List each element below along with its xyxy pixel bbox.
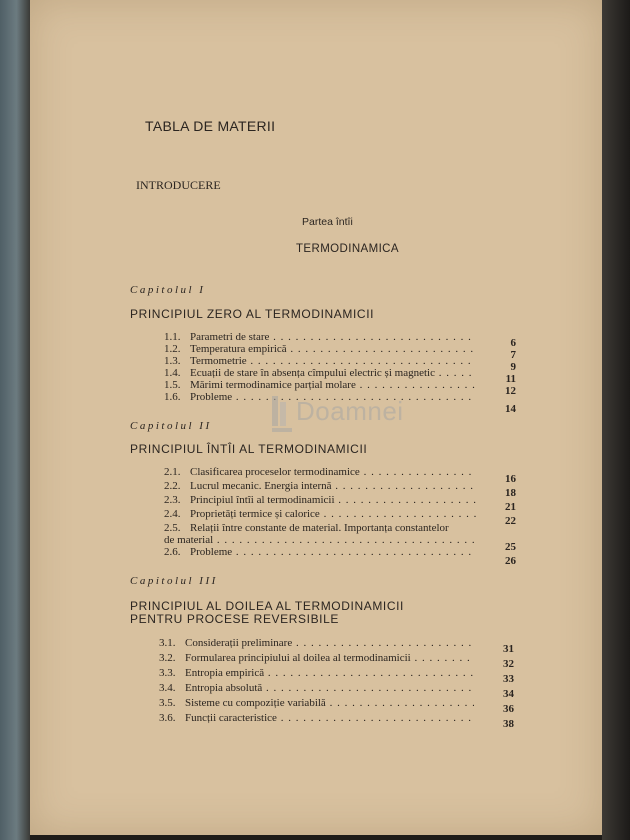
page-number: 31 [503,643,514,655]
entry-title: Mărimi termodinamice parțial molare [190,379,356,391]
toc-entry[interactable] [159,637,514,655]
book-page [30,0,602,835]
page-number: 16 [505,473,516,485]
entry-title: Entropia absolută [185,682,263,694]
entry-number: 2.6. [164,546,181,558]
page-number: 38 [503,718,514,730]
page-number: 33 [503,673,514,685]
toc-entry[interactable] [159,652,514,670]
entry-title: Entropia empirică [185,667,265,679]
background-edge [602,0,630,840]
entry-title: Parametri de stare [190,331,270,343]
page-number: 18 [505,487,516,499]
toc-entry[interactable] [159,712,514,730]
toc-entry[interactable] [164,546,516,567]
entry-title: Probleme [190,391,233,403]
entry-title: Principiul întîi al termodinamicii [190,494,335,506]
page-number: 21 [505,501,516,513]
entry-title: Probleme [190,546,233,558]
entry-number: 3.3. [159,667,176,679]
chapter-label: Capitolul II [130,420,212,432]
entry-title: Termometrie [190,355,247,367]
toc-title: TABLA DE MATERII [145,118,276,134]
entry-number: 1.2. [164,343,181,355]
book-spine [0,0,30,840]
chapter-title: PRINCIPIUL AL DOILEA AL TERMODINAMICII [130,599,404,613]
page-number: 9 [510,361,516,373]
watermark [268,388,448,444]
page-number: 32 [503,658,514,670]
entry-number: 3.2. [159,652,176,664]
entry-number: 2.2. [164,480,181,492]
entry-number: 3.6. [159,712,176,724]
part-label: Partea întîi [302,216,353,228]
page-number: 14 [505,403,516,415]
entry-title: Lucrul mecanic. Energia internă [190,480,332,492]
entry-title: Relații între constante de material. Importanța constantelor [190,522,449,534]
entry-title: Formularea principiului al doilea al termodinamicii [185,652,411,664]
entry-number: 3.5. [159,697,176,709]
toc-entry[interactable] [159,682,514,700]
page-number: 26 [505,555,516,567]
watermark-text: Doamnei [296,396,404,426]
page-number: 34 [503,688,514,700]
entry-number: 1.3. [164,355,181,367]
page-number: 25 [505,541,516,553]
toc-entry[interactable] [164,494,516,513]
introduction-heading: INTRODUCERE [136,178,221,192]
entry-number: 1.4. [164,367,181,379]
book-stack-icon [270,394,296,434]
chapter-title: PRINCIPIUL ÎNTÎI AL TERMODINAMICII [130,442,368,456]
page-number: 11 [505,373,516,385]
entry-number: 3.4. [159,682,176,694]
entry-title: de material [164,534,214,546]
entry-number: 3.1. [159,637,176,649]
entry-title: Clasificarea proceselor termodinamice [190,466,360,478]
entry-number: 2.5. [164,522,181,534]
page-number: 12 [505,385,516,397]
toc-entry[interactable] [164,508,516,527]
entry-title: Temperatura empirică [190,343,287,355]
entry-number: 1.5. [164,379,181,391]
entry-number: 2.3. [164,494,181,506]
entry-number: 2.4. [164,508,181,520]
chapter-title: PENTRU PROCESE REVERSIBILE [130,612,339,626]
entry-title: Proprietăți termice și calorice [190,508,320,520]
entry-title: Considerații preliminare [185,637,293,649]
chapter-label: Capitolul III [130,575,218,587]
chapter-label: Capitolul I [130,284,206,296]
entry-title: Sisteme cu compoziție variabilă [185,697,326,709]
toc-entry[interactable] [164,480,516,499]
entry-title: Ecuații de stare în absența cîmpului electric și magnetic [190,367,435,379]
toc-entry[interactable] [159,697,514,715]
page-number: 6 [510,337,516,349]
entry-number: 1.1. [164,331,181,343]
page-number: 22 [505,515,516,527]
entry-number: 2.1. [164,466,181,478]
chapter-title: PRINCIPIUL ZERO AL TERMODINAMICII [130,307,375,321]
toc-entry[interactable] [159,667,514,685]
entry-number: 1.6. [164,391,181,403]
page-number: 36 [503,703,514,715]
part-name: TERMODINAMICA [296,243,399,255]
entry-title: Funcții caracteristice [185,712,277,724]
page-number: 7 [510,349,516,361]
toc-entry[interactable] [164,466,516,485]
